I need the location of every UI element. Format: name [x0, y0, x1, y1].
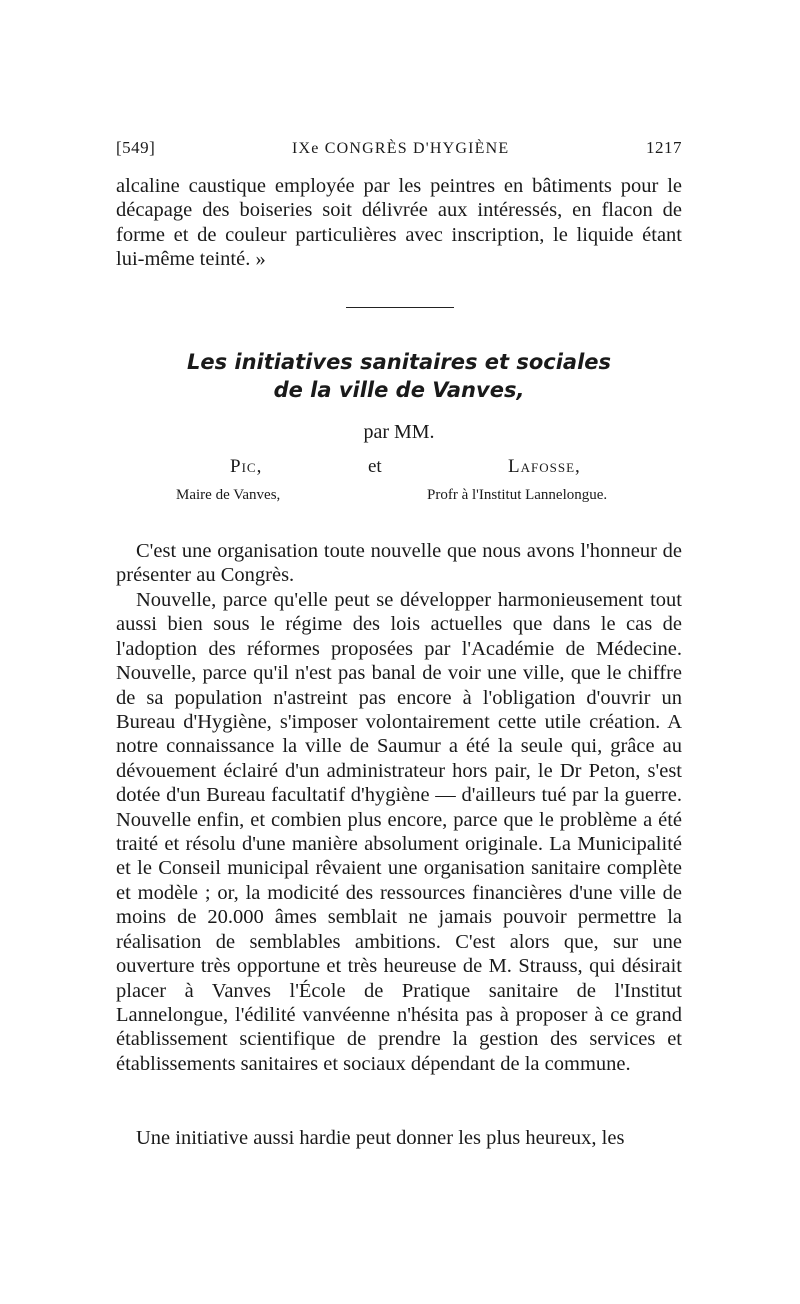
author-roles — [116, 487, 682, 509]
running-title: IXe CONGRÈS D'HYGIÈNE — [291, 140, 510, 157]
intro-paragraph: alcaline caustique employée par les peintres en bâtiments pour le décapage des boiseries soit délivrée aux intéressés, en flacon de forme et de couleur particulières avec inscription, le liquide étant lui-même teinté. » — [116, 175, 682, 271]
article-title-line-1: Les initiatives sanitaires et sociales — [186, 350, 612, 374]
body-paragraph-1: C'est une organisation toute nouvelle que nous avons l'honneur de présenter au Congrès. — [116, 540, 682, 587]
author-1-role: Maire de Vanves, — [176, 487, 281, 503]
body-paragraph-3: Une initiative aussi hardie peut donner les plus heureux, les — [136, 1127, 625, 1149]
section-divider — [346, 307, 454, 308]
article-title — [116, 348, 682, 404]
running-header — [116, 138, 682, 158]
author-conjunction: et — [368, 456, 382, 477]
page-reference: [549] — [116, 138, 156, 157]
body-paragraph-2: Nouvelle, parce qu'elle peut se développer harmonieusement tout aussi bien sous le régime des lois actuelles que dans le cas de l'adoption des réformes proposées par l'Académie de Médecine. Nouvelle, parce qu'il n'est pas banal de voir une ville, que le chiffre de sa population n'astreint pas encore à l'obligation d'ouvrir un Bureau d'Hygiène, s'imposer volontairement cette utile création. A notre connaissance la ville de Saumur a été la seule qui, grâce au dévouement éclairé d'un administrateur hors pair, le Dr Peton, s'est dotée d'un Bureau facultatif d'hygiène — d'ailleurs tué par la guerre. Nouvelle enfin, et combien plus encore, parce que le problème a été traité et résolu d'une manière absolument originale. La Municipalité et le Conseil municipal rêvaient une organisation sanitaire complète et modèle ; or, la modicité des ressources financières d'une ville de moins de 20.000 âmes semblait ne jamais pouvoir permettre la réalisation de semblables ambitions. C'est alors que, sur une ouverture très opportune et très heureuse de M. Strauss, qui désirait placer à Vanves l'École de Pratique sanitaire de l'Institut Lannelongue, l'édilité vanvéenne n'hésita pas à proposer à ce grand établissement scientifique de prendre la gestion des services et établissements sanitaires et sociaux dépendant de la commune. — [116, 589, 682, 1075]
article-title-line-2: de la ville de Vanves, — [273, 378, 525, 402]
page-number: 1217 — [645, 138, 682, 157]
author-1-name: Pic, — [230, 456, 263, 477]
by-line: par MM. — [363, 421, 435, 443]
author-2-role: Profr à l'Institut Lannelongue. — [427, 487, 608, 503]
author-2-name: Lafosse, — [508, 456, 581, 477]
authors — [116, 456, 682, 482]
